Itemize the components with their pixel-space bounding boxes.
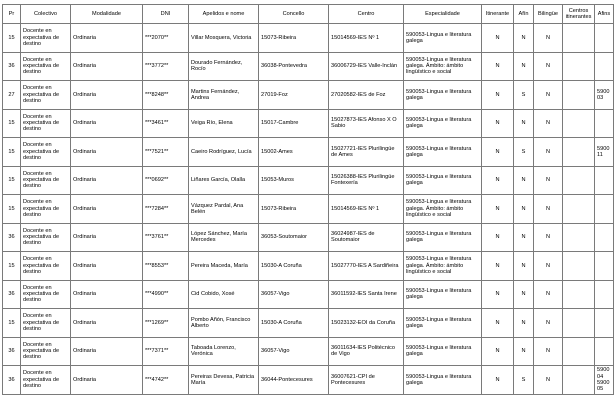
- cell-pr: 15: [3, 252, 21, 281]
- cell-dni: ***8248**: [143, 81, 189, 110]
- cell-modalidade: Ordinaria: [71, 138, 143, 167]
- header-pr: Pr: [3, 5, 21, 24]
- cell-itinerante: N: [482, 309, 514, 338]
- header-afin: Afín: [514, 5, 534, 24]
- cell-especialidade: 590053-Lingua e literatura galega. Ámbito: ámbito lingüístico e social: [404, 52, 482, 81]
- cell-pr: 36: [3, 337, 21, 366]
- cell-modalidade: Ordinaria: [71, 337, 143, 366]
- cell-centro: 36007621-CPI de Pontecesures: [329, 366, 404, 395]
- cell-colectivo: Docente en expectativa de destino: [21, 81, 71, 110]
- cell-pr: 27: [3, 81, 21, 110]
- cell-bilingue: N: [534, 24, 563, 53]
- cell-dni: ***1269**: [143, 309, 189, 338]
- cell-afins: [595, 252, 614, 281]
- cell-itinerante: N: [482, 81, 514, 110]
- cell-bilingue: N: [534, 166, 563, 195]
- cell-concello: 15073-Ribeira: [259, 24, 329, 53]
- cell-concello: 27019-Foz: [259, 81, 329, 110]
- cell-especialidade: 590053-Lingua e literatura galega: [404, 24, 482, 53]
- cell-apelidos-nome: Pombo Añón, Francisco Alberto: [189, 309, 259, 338]
- header-modalidade: Modalidade: [71, 5, 143, 24]
- cell-dni: ***3772**: [143, 52, 189, 81]
- cell-especialidade: 590053-Lingua e literatura galega: [404, 366, 482, 395]
- cell-afins: [595, 24, 614, 53]
- header-centro: Centro: [329, 5, 404, 24]
- cell-centros-itinerantes: [563, 24, 595, 53]
- cell-modalidade: Ordinaria: [71, 52, 143, 81]
- cell-dni: ***3761**: [143, 223, 189, 252]
- cell-dni: ***8553**: [143, 252, 189, 281]
- cell-apelidos-nome: Veiga Río, Elena: [189, 109, 259, 138]
- cell-afins: 590004 590005: [595, 366, 614, 395]
- cell-centro: 15014569-IES Nº 1: [329, 195, 404, 224]
- table-row: [3, 109, 614, 138]
- cell-centros-itinerantes: [563, 309, 595, 338]
- table-header-row: [3, 5, 614, 24]
- cell-colectivo: Docente en expectativa de destino: [21, 24, 71, 53]
- cell-colectivo: Docente en expectativa de destino: [21, 223, 71, 252]
- cell-afin: N: [514, 309, 534, 338]
- cell-afin: N: [514, 223, 534, 252]
- cell-centros-itinerantes: [563, 81, 595, 110]
- cell-afins: [595, 309, 614, 338]
- cell-bilingue: N: [534, 309, 563, 338]
- cell-centro: 36006729-IES Valle-Inclán: [329, 52, 404, 81]
- cell-bilingue: N: [534, 223, 563, 252]
- cell-dni: ***0692**: [143, 166, 189, 195]
- cell-centro: 36011634-IES Politécnico de Vigo: [329, 337, 404, 366]
- header-afins: Afins: [595, 5, 614, 24]
- cell-especialidade: 590053-Lingua e literatura galega. Ámbito: ámbito lingüístico e social: [404, 252, 482, 281]
- cell-colectivo: Docente en expectativa de destino: [21, 195, 71, 224]
- cell-pr: 15: [3, 309, 21, 338]
- cell-apelidos-nome: Pereiras Devesa, Patricia María: [189, 366, 259, 395]
- cell-modalidade: Ordinaria: [71, 81, 143, 110]
- cell-pr: 36: [3, 366, 21, 395]
- cell-concello: 36057-Vigo: [259, 280, 329, 309]
- header-apelidos-nome: Apelidos e nome: [189, 5, 259, 24]
- table-row: [3, 309, 614, 338]
- cell-centros-itinerantes: [563, 252, 595, 281]
- cell-bilingue: N: [534, 337, 563, 366]
- cell-centro: 15027873-IES Afonso X O Sabio: [329, 109, 404, 138]
- cell-dni: ***7284**: [143, 195, 189, 224]
- header-bilingue: Bilingüe: [534, 5, 563, 24]
- cell-concello: 15017-Cambre: [259, 109, 329, 138]
- table-row: [3, 81, 614, 110]
- cell-pr: 15: [3, 195, 21, 224]
- cell-especialidade: 590053-Lingua e literatura galega: [404, 109, 482, 138]
- cell-concello: 36057-Vigo: [259, 337, 329, 366]
- table-row: [3, 252, 614, 281]
- cell-bilingue: N: [534, 280, 563, 309]
- cell-modalidade: Ordinaria: [71, 195, 143, 224]
- cell-pr: 36: [3, 52, 21, 81]
- cell-colectivo: Docente en expectativa de destino: [21, 309, 71, 338]
- table-body: [3, 24, 614, 395]
- cell-itinerante: N: [482, 109, 514, 138]
- cell-afin: S: [514, 138, 534, 167]
- cell-pr: 15: [3, 109, 21, 138]
- cell-especialidade: 590053-Lingua e literatura galega: [404, 166, 482, 195]
- cell-centro: 15026388-IES Plurilingüe Fontexería: [329, 166, 404, 195]
- cell-centros-itinerantes: [563, 195, 595, 224]
- cell-afin: N: [514, 280, 534, 309]
- cell-dni: ***4742**: [143, 366, 189, 395]
- cell-modalidade: Ordinaria: [71, 366, 143, 395]
- cell-afin: N: [514, 24, 534, 53]
- cell-colectivo: Docente en expectativa de destino: [21, 252, 71, 281]
- cell-modalidade: Ordinaria: [71, 252, 143, 281]
- cell-centros-itinerantes: [563, 337, 595, 366]
- cell-afins: [595, 280, 614, 309]
- cell-itinerante: N: [482, 138, 514, 167]
- cell-especialidade: 590053-Lingua e literatura galega: [404, 138, 482, 167]
- cell-itinerante: N: [482, 337, 514, 366]
- cell-centros-itinerantes: [563, 223, 595, 252]
- cell-apelidos-nome: Dourado Fernández, Rocío: [189, 52, 259, 81]
- assignment-table-container: [2, 4, 613, 395]
- cell-afin: N: [514, 252, 534, 281]
- cell-concello: 15073-Ribeira: [259, 195, 329, 224]
- cell-concello: 15053-Muros: [259, 166, 329, 195]
- cell-afin: N: [514, 52, 534, 81]
- cell-modalidade: Ordinaria: [71, 309, 143, 338]
- cell-especialidade: 590053-Lingua e literatura galega: [404, 309, 482, 338]
- cell-apelidos-nome: López Sánchez, María Mercedes: [189, 223, 259, 252]
- cell-bilingue: N: [534, 138, 563, 167]
- cell-especialidade: 590053-Lingua e literatura galega: [404, 223, 482, 252]
- cell-centros-itinerantes: [563, 280, 595, 309]
- cell-afin: N: [514, 195, 534, 224]
- table-row: [3, 166, 614, 195]
- cell-pr: 15: [3, 166, 21, 195]
- table-row: [3, 366, 614, 395]
- cell-apelidos-nome: Villar Mosquera, Victoria: [189, 24, 259, 53]
- header-especialidade: Especialidade: [404, 5, 482, 24]
- cell-bilingue: N: [534, 52, 563, 81]
- header-colectivo: Colectivo: [21, 5, 71, 24]
- cell-apelidos-nome: Cid Cobido, Xosé: [189, 280, 259, 309]
- cell-itinerante: N: [482, 252, 514, 281]
- table-row: [3, 280, 614, 309]
- cell-colectivo: Docente en expectativa de destino: [21, 166, 71, 195]
- cell-itinerante: N: [482, 166, 514, 195]
- cell-afins: [595, 337, 614, 366]
- cell-afins: 590003: [595, 81, 614, 110]
- cell-itinerante: N: [482, 223, 514, 252]
- cell-itinerante: N: [482, 280, 514, 309]
- cell-apelidos-nome: Liñares García, Olalla: [189, 166, 259, 195]
- cell-colectivo: Docente en expectativa de destino: [21, 337, 71, 366]
- cell-modalidade: Ordinaria: [71, 24, 143, 53]
- cell-colectivo: Docente en expectativa de destino: [21, 138, 71, 167]
- cell-centros-itinerantes: [563, 366, 595, 395]
- header-centros-itinerantes: Centros itinerantes: [563, 5, 595, 24]
- cell-pr: 36: [3, 223, 21, 252]
- cell-centros-itinerantes: [563, 166, 595, 195]
- cell-bilingue: N: [534, 366, 563, 395]
- header-itinerante: Itinerante: [482, 5, 514, 24]
- table-row: [3, 195, 614, 224]
- cell-concello: 36038-Pontevedra: [259, 52, 329, 81]
- cell-dni: ***2070**: [143, 24, 189, 53]
- cell-pr: 15: [3, 24, 21, 53]
- cell-concello: 15002-Ames: [259, 138, 329, 167]
- cell-colectivo: Docente en expectativa de destino: [21, 109, 71, 138]
- cell-afins: [595, 52, 614, 81]
- table-row: [3, 24, 614, 53]
- cell-centro: 36024987-IES de Soutomaior: [329, 223, 404, 252]
- cell-itinerante: N: [482, 24, 514, 53]
- cell-centro: 27020582-IES de Foz: [329, 81, 404, 110]
- cell-afins: [595, 109, 614, 138]
- header-dni: DNI: [143, 5, 189, 24]
- cell-concello: 36044-Pontecesures: [259, 366, 329, 395]
- cell-apelidos-nome: Pereira Maceda, María: [189, 252, 259, 281]
- cell-colectivo: Docente en expectativa de destino: [21, 52, 71, 81]
- cell-concello: 15030-A Coruña: [259, 309, 329, 338]
- cell-centros-itinerantes: [563, 138, 595, 167]
- cell-dni: ***3461**: [143, 109, 189, 138]
- table-row: [3, 52, 614, 81]
- cell-afin: S: [514, 366, 534, 395]
- cell-pr: 15: [3, 138, 21, 167]
- table-row: [3, 337, 614, 366]
- assignment-table: [2, 4, 614, 395]
- cell-concello: 36053-Soutomaior: [259, 223, 329, 252]
- cell-itinerante: N: [482, 195, 514, 224]
- cell-afin: N: [514, 166, 534, 195]
- cell-centros-itinerantes: [563, 109, 595, 138]
- table-row: [3, 138, 614, 167]
- cell-centro: 15023132-EOI da Coruña: [329, 309, 404, 338]
- cell-colectivo: Docente en expectativa de destino: [21, 280, 71, 309]
- cell-modalidade: Ordinaria: [71, 109, 143, 138]
- cell-centro: 15027721-IES Plurilingüe de Ames: [329, 138, 404, 167]
- cell-apelidos-nome: Vázquez Pardal, Ana Belén: [189, 195, 259, 224]
- cell-modalidade: Ordinaria: [71, 166, 143, 195]
- cell-afins: [595, 223, 614, 252]
- cell-afin: N: [514, 337, 534, 366]
- cell-modalidade: Ordinaria: [71, 280, 143, 309]
- cell-bilingue: N: [534, 109, 563, 138]
- cell-dni: ***7371**: [143, 337, 189, 366]
- table-row: [3, 223, 614, 252]
- cell-afins: 590011: [595, 138, 614, 167]
- cell-centro: 36011592-IES Santa Irene: [329, 280, 404, 309]
- cell-bilingue: N: [534, 195, 563, 224]
- cell-afins: [595, 195, 614, 224]
- cell-apelidos-nome: Taboada Lorenzo, Verónica: [189, 337, 259, 366]
- cell-dni: ***7521**: [143, 138, 189, 167]
- cell-especialidade: 590053-Lingua e literatura galega: [404, 81, 482, 110]
- cell-afin: N: [514, 109, 534, 138]
- cell-bilingue: N: [534, 81, 563, 110]
- cell-modalidade: Ordinaria: [71, 223, 143, 252]
- cell-afin: S: [514, 81, 534, 110]
- cell-apelidos-nome: Martins Fernández, Andrea: [189, 81, 259, 110]
- cell-centros-itinerantes: [563, 52, 595, 81]
- cell-especialidade: 590053-Lingua e literatura galega: [404, 337, 482, 366]
- cell-itinerante: N: [482, 52, 514, 81]
- cell-especialidade: 590053-Lingua e literatura galega. Ámbito: ámbito lingüístico e social: [404, 195, 482, 224]
- cell-apelidos-nome: Caeiro Rodríguez, Lucía: [189, 138, 259, 167]
- cell-dni: ***4990**: [143, 280, 189, 309]
- cell-centro: 15014569-IES Nº 1: [329, 24, 404, 53]
- cell-centro: 15027770-IES A Sardiñeira: [329, 252, 404, 281]
- cell-bilingue: N: [534, 252, 563, 281]
- cell-colectivo: Docente en expectativa de destino: [21, 366, 71, 395]
- cell-especialidade: 590053-Lingua e literatura galega: [404, 280, 482, 309]
- header-concello: Concello: [259, 5, 329, 24]
- cell-itinerante: N: [482, 366, 514, 395]
- cell-concello: 15030-A Coruña: [259, 252, 329, 281]
- cell-afins: [595, 166, 614, 195]
- cell-pr: 36: [3, 280, 21, 309]
